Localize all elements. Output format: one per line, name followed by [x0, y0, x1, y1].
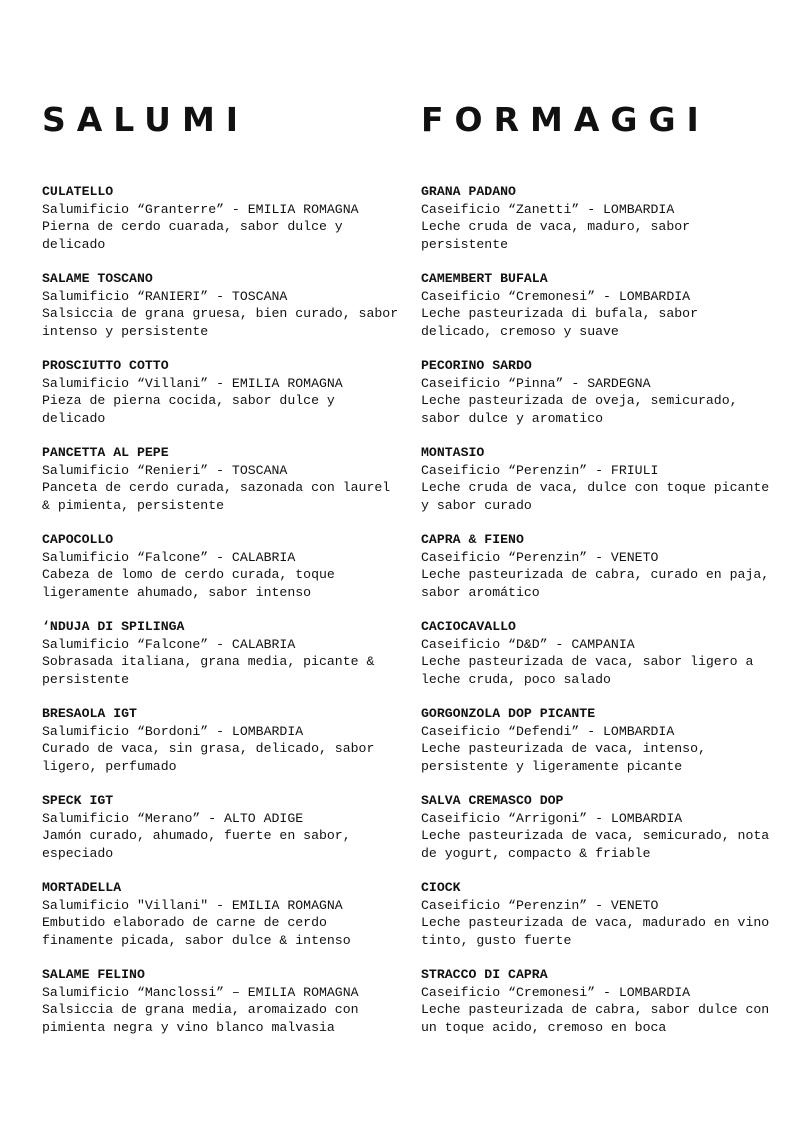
item-name: GRANA PADANO: [421, 184, 516, 199]
salumi-item: [42, 444, 402, 514]
item-producer: Caseificio “Defendi” - LOMBARDIA: [421, 723, 675, 739]
formaggi-item: [421, 270, 771, 340]
formaggi-item: [421, 531, 771, 601]
item-name: PANCETTA AL PEPE: [42, 445, 169, 460]
item-name: CACIOCAVALLO: [421, 619, 516, 634]
salumi-item: [42, 966, 402, 1036]
item-producer: Salumificio “RANIERI” - TOSCANA: [42, 288, 288, 304]
formaggi-item: [421, 705, 771, 775]
item-name: BRESAOLA IGT: [42, 706, 137, 721]
item-description: Leche pasteurizada de vaca, madurado en vino tinto, gusto fuerte: [421, 915, 770, 948]
formaggi-item: [421, 966, 771, 1036]
item-producer: Caseificio “Pinna” - SARDEGNA: [421, 375, 651, 391]
item-description: Salsiccia de grana gruesa, bien curado, sabor intenso y persistente: [42, 306, 399, 339]
item-name: PECORINO SARDO: [421, 358, 532, 373]
item-producer: Caseificio “Perenzin” - FRIULI: [421, 462, 659, 478]
salumi-item: [42, 183, 402, 253]
item-name: MONTASIO: [421, 445, 485, 460]
salumi-list: [42, 183, 402, 1036]
item-producer: Salumificio “Villani” - EMILIA ROMAGNA: [42, 375, 343, 391]
item-description: Jamón curado, ahumado, fuerte en sabor, especiado: [42, 828, 351, 861]
item-description: Embutido elaborado de carne de cerdo finamente picada, sabor dulce & intenso: [42, 915, 351, 948]
formaggi-heading: FORMAGGI: [421, 100, 710, 139]
item-name: MORTADELLA: [42, 880, 122, 895]
salumi-item: [42, 357, 402, 427]
item-producer: Salumificio “Merano” - ALTO ADIGE: [42, 810, 304, 826]
item-producer: Caseificio “D&D” - CAMPANIA: [421, 636, 635, 652]
item-producer: Salumificio “Falcone” - CALABRIA: [42, 549, 296, 565]
item-producer: Salumificio “Falcone” - CALABRIA: [42, 636, 296, 652]
item-producer: Caseificio “Perenzin” - VENETO: [421, 897, 659, 913]
formaggi-column: [421, 100, 771, 1053]
item-producer: Salumificio “Manclossi” – EMILIA ROMAGNA: [42, 984, 359, 1000]
salumi-item: [42, 792, 402, 862]
item-producer: Caseificio “Cremonesi” - LOMBARDIA: [421, 984, 691, 1000]
salumi-item: [42, 270, 402, 340]
item-name: CAMEMBERT BUFALA: [421, 271, 548, 286]
formaggi-item: [421, 357, 771, 427]
item-name: STRACCO DI CAPRA: [421, 967, 548, 982]
item-name: PROSCIUTTO COTTO: [42, 358, 169, 373]
salumi-item: [42, 531, 402, 601]
formaggi-item: [421, 444, 771, 514]
item-name: SALAME TOSCANO: [42, 271, 153, 286]
item-name: CAPOCOLLO: [42, 532, 114, 547]
formaggi-item: [421, 618, 771, 688]
item-name: GORGONZOLA DOP PICANTE: [421, 706, 596, 721]
item-producer: Caseificio “Arrigoni” - LOMBARDIA: [421, 810, 683, 826]
item-producer: Salumificio “Bordoni” - LOMBARDIA: [42, 723, 304, 739]
item-description: Leche pasteurizada de cabra, curado en paja, sabor aromático: [421, 567, 770, 600]
item-name: ‘NDUJA DI SPILINGA: [42, 619, 185, 634]
item-description: Pieza de pierna cocida, sabor dulce y delicado: [42, 393, 335, 426]
item-producer: Salumificio “Granterre” - EMILIA ROMAGNA: [42, 201, 359, 217]
item-name: CIOCK: [421, 880, 461, 895]
salumi-heading: SALUMI: [42, 100, 250, 139]
item-name: SPECK IGT: [42, 793, 114, 808]
item-description: Curado de vaca, sin grasa, delicado, sabor ligero, perfumado: [42, 741, 375, 774]
item-description: Leche cruda de vaca, maduro, sabor persistente: [421, 219, 691, 252]
item-name: CAPRA & FIENO: [421, 532, 524, 547]
item-description: Leche pasteurizada de vaca, semicurado, nota de yogurt, compacto & friable: [421, 828, 770, 861]
item-producer: Salumificio "Villani" - EMILIA ROMAGNA: [42, 897, 343, 913]
item-description: Leche pasteurizada di bufala, sabor delicado, cremoso y suave: [421, 306, 698, 339]
item-description: Leche cruda de vaca, dulce con toque picante y sabor curado: [421, 480, 770, 513]
salumi-item: [42, 705, 402, 775]
item-description: Salsiccia de grana media, aromaizado con pimienta negra y vino blanco malvasia: [42, 1002, 359, 1035]
item-description: Leche pasteurizada de cabra, sabor dulce con un toque acido, cremoso en boca: [421, 1002, 770, 1035]
item-description: Leche pasteurizada de oveja, semicurado, sabor dulce y aromatico: [421, 393, 738, 426]
item-description: Sobrasada italiana, grana media, picante & persistente: [42, 654, 375, 687]
item-producer: Salumificio “Renieri” - TOSCANA: [42, 462, 288, 478]
item-producer: Caseificio “Cremonesi” - LOMBARDIA: [421, 288, 691, 304]
item-name: CULATELLO: [42, 184, 114, 199]
salumi-item: [42, 618, 402, 688]
item-description: Panceta de cerdo curada, sazonada con laurel & pimienta, persistente: [42, 480, 391, 513]
item-description: Leche pasteurizada de vaca, intenso, persistente y ligeramente picante: [421, 741, 706, 774]
formaggi-item: [421, 879, 771, 949]
item-description: Cabeza de lomo de cerdo curada, toque ligeramente ahumado, sabor intenso: [42, 567, 335, 600]
salumi-column: [42, 100, 402, 1053]
item-name: SALVA CREMASCO DOP: [421, 793, 564, 808]
item-name: SALAME FELINO: [42, 967, 145, 982]
formaggi-item: [421, 183, 771, 253]
salumi-item: [42, 879, 402, 949]
item-producer: Caseificio “Zanetti” - LOMBARDIA: [421, 201, 675, 217]
formaggi-list: [421, 183, 771, 1036]
item-description: Pierna de cerdo cuarada, sabor dulce y delicado: [42, 219, 343, 252]
formaggi-item: [421, 792, 771, 862]
item-producer: Caseificio “Perenzin” - VENETO: [421, 549, 659, 565]
item-description: Leche pasteurizada de vaca, sabor ligero a leche cruda, poco salado: [421, 654, 754, 687]
